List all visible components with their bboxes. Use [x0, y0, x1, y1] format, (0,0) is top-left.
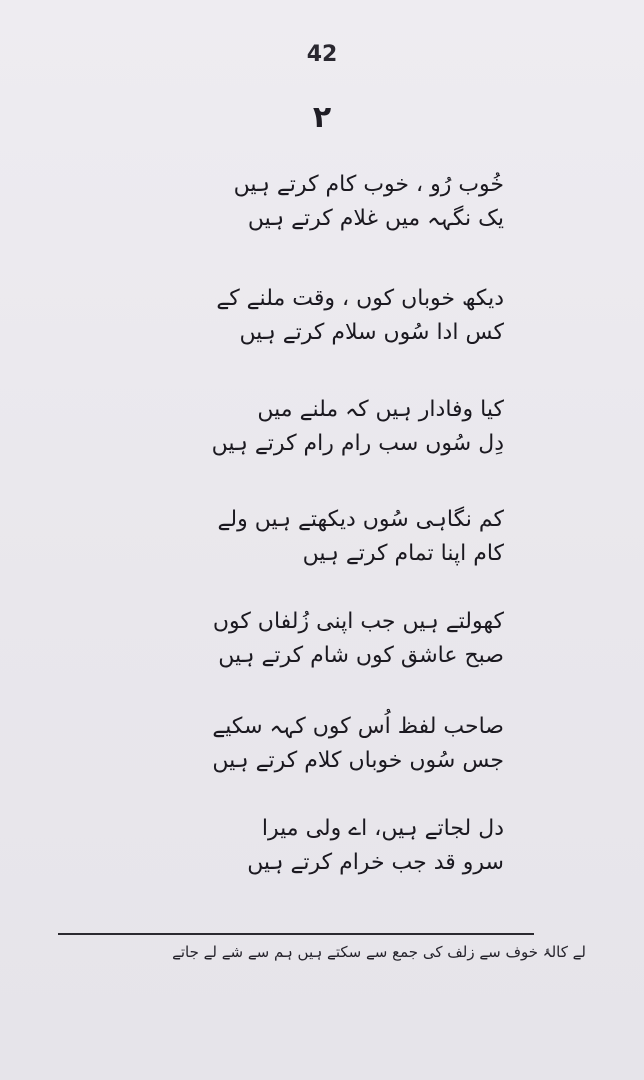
verse-line: خُوب رُو ، خوب کام کرتے ہیں — [233, 172, 504, 197]
verse-line: دل لجاتے ہیں، اے ولی میرا — [261, 816, 504, 841]
stanza-3 — [164, 393, 504, 461]
ghazal-number: ۲ — [312, 100, 332, 135]
verse-line: کھولتے ہیں جب اپنی زُلفاں کوں — [212, 609, 504, 634]
verse-line: سرو قد جب خرام کرتے ہیں — [247, 850, 504, 875]
stanza-6 — [164, 710, 504, 778]
stanza-4 — [164, 503, 504, 571]
stanza-7 — [164, 812, 504, 880]
verse-line: جس سُوں خوباں کلام کرتے ہیں — [212, 748, 504, 773]
footnote: لے کالۂ خوف سے زلف کی جمع سے سکتے ہیں ہم سے شے لے جاتے — [172, 943, 586, 961]
stanza-2 — [164, 282, 504, 350]
verse-line: صاحب لفظ اُس کوں کہہ سکیے — [212, 714, 504, 739]
verse-line: کم نگاہی سُوں دیکھتے ہیں ولے — [217, 507, 504, 532]
stanza-5 — [164, 605, 504, 673]
verse-line: یک نگہہ میں غلام کرتے ہیں — [247, 206, 504, 231]
verse-line: صبح عاشق کوں شام کرتے ہیں — [218, 643, 504, 668]
page-number: 42 — [306, 42, 338, 67]
verse-line: کیا وفادار ہیں کہ ملنے میں — [257, 397, 504, 422]
verse-line: دیکھ خوباں کوں ، وقت ملنے کے — [216, 286, 504, 311]
footnote-divider — [58, 933, 534, 935]
stanza-1 — [164, 168, 504, 236]
verse-line: کام اپنا تمام کرتے ہیں — [302, 541, 504, 566]
verse-line: کس ادا سُوں سلام کرتے ہیں — [239, 320, 504, 345]
verse-line: دِل سُوں سب رام رام کرتے ہیں — [211, 431, 504, 456]
